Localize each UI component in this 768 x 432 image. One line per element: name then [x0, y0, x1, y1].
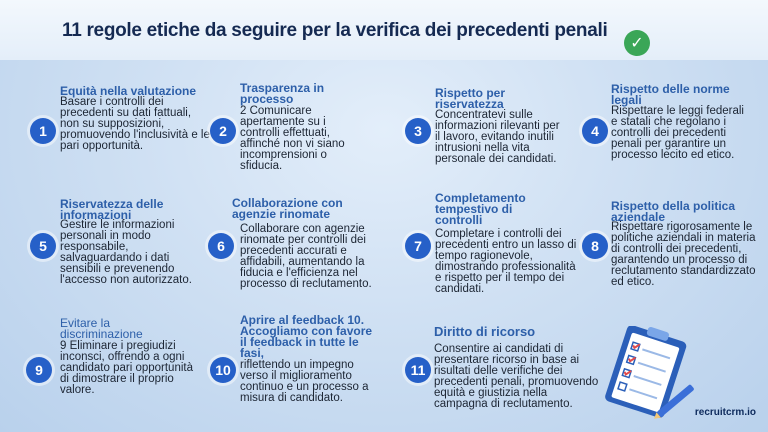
rule-title-8: Rispetto della politica aziendale — [611, 199, 736, 224]
rule-number-9: 9 — [26, 357, 52, 383]
rule-body-6: Collaborare con agenzie rinomate per controlli dei precedenti accurati e affidabili, aumentando la fiducia e l'efficienza nel processo di reclutamento. — [240, 223, 372, 290]
rule-body-1: Basare i controlli dei precedenti su dati fattuali, non su supposizioni, promuovendo l'inclusività e le pari opportunità. — [60, 96, 210, 152]
rule-body-5: Gestire le informazioni personali in modo responsabile, salvaguardando i dati sensibili e prevenendo l'accesso non autorizzato. — [60, 219, 192, 286]
rule-body-8: Rispettare rigorosamente le politiche aziendali in materia di controlli dei precedenti, garantendo un processo di reclutamento standardizzato ed etico. — [611, 221, 756, 288]
rule-number-8: 8 — [582, 233, 608, 259]
rule-number-4: 4 — [582, 118, 608, 144]
rule-number-2: 2 — [210, 118, 236, 144]
rule-title-2: Trasparenza in processo — [240, 81, 325, 106]
rule-body-10: riflettendo un impegno verso il miglioramento continuo e un processo a misura di candidato. — [240, 359, 369, 404]
rule-title-7: Completamento tempestivo di controlli — [435, 191, 526, 227]
rule-number-1: 1 — [30, 118, 56, 144]
rule-title-3: Rispetto per riservatezza — [435, 86, 506, 111]
clipboard-checklist-icon — [592, 326, 702, 421]
rule-body-4: Rispettare le leggi federali e statali che regolano i controlli dei precedenti penali per garantire un processo lecito ed etico. — [611, 105, 744, 161]
rule-title-1: Equità nella valutazione — [60, 84, 197, 98]
rule-number-5: 5 — [30, 233, 56, 259]
rule-title-9: Evitare la discriminazione — [60, 316, 143, 341]
rule-title-11: Diritto di ricorso — [434, 324, 536, 339]
rule-body-11: Consentire ai candidati di presentare ricorso in base ai risultati delle verifiche dei precedenti penali, promuovendo equità e giustizia nella campagna di reclutamento. — [434, 343, 599, 410]
rule-body-7: Completare i controlli dei precedenti entro un lasso di tempo ragionevole, dimostrando professionalità e rispetto per il tempo dei candidati. — [435, 228, 577, 295]
rule-number-7: 7 — [405, 233, 431, 259]
rule-title-4: Rispetto delle norme legali — [611, 82, 730, 107]
check-circle-icon: ✓ — [624, 30, 650, 56]
rule-body-9: 9 Eliminare i pregiudizi inconsci, offrendo a ogni candidato pari opportunità di dimostrare il proprio valore. — [60, 340, 193, 396]
rule-body-3: Concentratevi sulle informazioni rilevanti per il lavoro, evitando inutili intrusioni nella vita personale dei candidati. — [435, 109, 560, 165]
rule-number-6: 6 — [208, 233, 234, 259]
rule-number-11: 11 — [405, 357, 431, 383]
rule-title-5: Riservatezza delle informazioni — [60, 197, 164, 222]
page-title: 11 regole etiche da seguire per la verifica dei precedenti penali — [62, 20, 608, 41]
rule-number-3: 3 — [405, 118, 431, 144]
brand-logo-text: recruitcrm.io — [694, 407, 756, 418]
rule-title-10: Aprire al feedback 10. Accogliamo con favore il feedback in tutte le fasi, — [240, 313, 373, 360]
rule-body-2: 2 Comunicare apertamente su i controlli effettuati, affinché non vi siano incomprensioni o sfiducia. — [240, 105, 345, 172]
rule-number-10: 10 — [210, 357, 236, 383]
rule-title-6: Collaborazione con agenzie rinomate — [232, 196, 343, 221]
